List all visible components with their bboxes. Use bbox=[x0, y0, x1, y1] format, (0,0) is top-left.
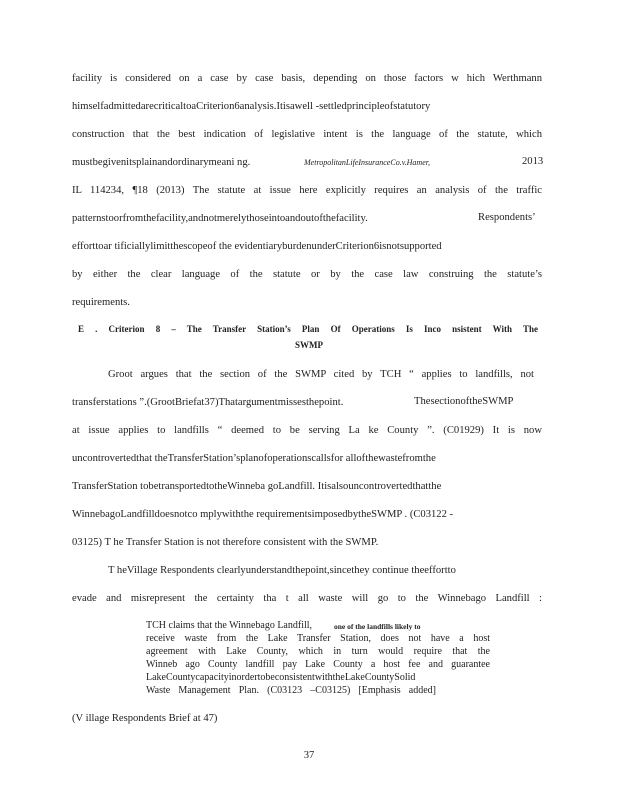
body-line-5: IL 114234, ¶18 (2013) The statute at issue here explicitly requires an analysis of the traffic bbox=[72, 185, 542, 196]
body-line-8: by either the clear language of the statute or by the case law construing the statute’s bbox=[72, 269, 542, 280]
quote-line-4: Winneb ago County landfill pay Lake County a host fee and guarantee bbox=[146, 659, 490, 670]
quote-line-6: Waste Management Plan. (C03123 –C03125) [Emphasis added] bbox=[146, 685, 436, 696]
body2-line-1: Groot argues that the section of the SWMP cited by TCH “ applies to landfills, not bbox=[108, 369, 534, 380]
body2-line-2-tail: ThesectionoftheSWMP bbox=[414, 396, 514, 407]
section-heading-line-2: SWMP bbox=[295, 340, 323, 350]
body2-line-7: 03125) T he Transfer Station is not therefore consistent with the SWMP. bbox=[72, 537, 379, 548]
quote-emphasis: one of the landfills likely to bbox=[334, 622, 421, 631]
respondents-label: Respondents’ bbox=[478, 212, 536, 223]
section-heading: E . Criterion 8 – The Transfer Station’s Plan Of Operations Is Inco nsistent With The bbox=[78, 324, 539, 334]
body2-line-6: WinnebagoLandfilldoesnotco mplywiththe requirementsimposedbytheSWMP . (C03122 - bbox=[72, 509, 454, 520]
quote-line-3: agreement with Lake County, which in turn would require that the bbox=[146, 646, 490, 657]
body-line-1: facility is considered on a case by case basis, depending on those factors w hich Werthmann bbox=[72, 73, 542, 84]
quote-line-2: receive waste from the Lake Transfer Station, does not have a host bbox=[146, 633, 490, 644]
body2-line-8: T heVillage Respondents clearlyunderstandthepoint,sincethey continue theeffortto bbox=[108, 565, 456, 576]
page-number: 37 bbox=[303, 750, 315, 761]
body-line-3: construction that the best indication of legislative intent is the language of the statute, which bbox=[72, 129, 542, 140]
body2-line-3: at issue applies to landfills “ deemed to be serving La ke County ”. (C01929) It is now bbox=[72, 425, 542, 436]
citation-year: 2013 bbox=[522, 156, 544, 167]
body2-line-9: evade and misrepresent the certainty tha t all waste will go to the Winnebago Landfill : bbox=[72, 593, 542, 604]
body-line-9: requirements. bbox=[72, 297, 130, 308]
quote-line-5: LakeCountycapacityinordertobeconsistentwiththeLakeCountySolid bbox=[146, 672, 416, 683]
body-line-7: efforttoar tificiallylimitthescopeof the evidentiaryburdenunderCriterion6isnotsupported bbox=[72, 241, 442, 252]
closing-citation: (V illage Respondents Brief at 47) bbox=[72, 713, 218, 724]
quote-line-1: TCH claims that the Winnebago Landfill, bbox=[146, 620, 313, 631]
case-citation: MetropolitanLifeInsuranceCo.v.Hamer, bbox=[304, 158, 430, 167]
body2-line-4: uncontrovertedthat theTransferStation’splanofoperationscallsfor allofthewastefromthe bbox=[72, 453, 436, 464]
body-line-2: himselfadmittedarecriticaltoaCriterion6analysis.Itisawell -settledprincipleofstatutory bbox=[72, 101, 431, 112]
body-line-4: mustbegivenitsplainandordinarymeani ng. bbox=[72, 157, 251, 168]
body-line-6: patternstoorfromthefacility,andnotmerelythoseintoandoutofthefacility. bbox=[72, 213, 368, 224]
body2-line-5: TransferStation tobetransportedtotheWinneba goLandfill. Itisalsouncontrovertedthatthe bbox=[72, 481, 442, 492]
body2-line-2: transferstations ”.(GrootBriefat37)Thatargumentmissesthepoint. bbox=[72, 397, 344, 408]
